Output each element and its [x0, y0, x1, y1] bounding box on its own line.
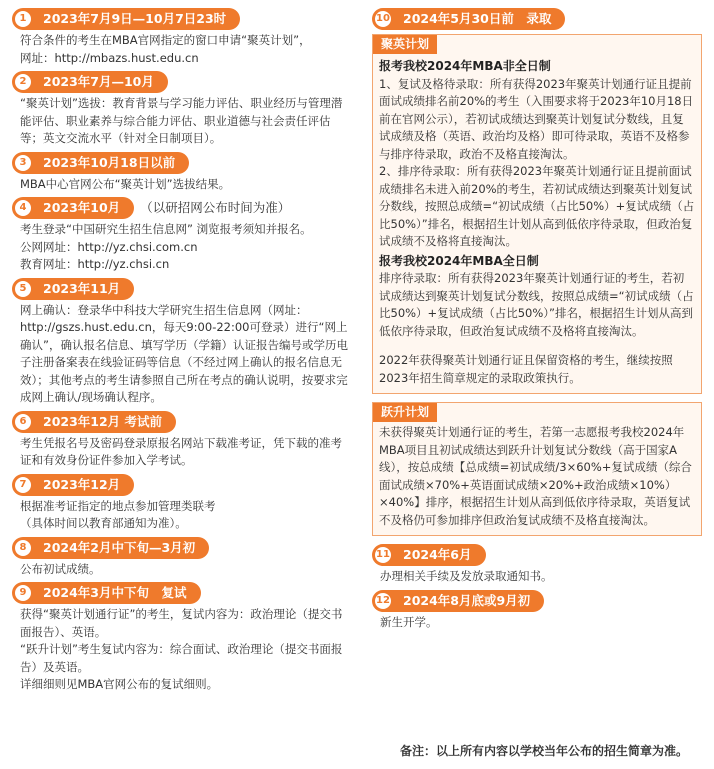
step-4-number: 4 [15, 200, 31, 216]
step-2-title: 2023年7月—10月 [43, 74, 154, 90]
step-5-number: 5 [15, 281, 31, 297]
juying-plan-tag: 聚英计划 [373, 35, 437, 54]
step-7-title: 2023年12月 [43, 476, 121, 492]
step-12-line: 新生开学。 [380, 614, 438, 629]
step-11 [372, 544, 702, 586]
step-11-title: 2024年6月 [403, 547, 472, 563]
step-6-line-1: 考生凭报名号及密码登录原报名网站下载准考证，凭下载的准考证和有效身份证件参加入学考试。 [20, 435, 342, 467]
step-10-number: 10 [375, 11, 391, 27]
step-4-pill [12, 197, 134, 219]
step-10-pill [372, 8, 565, 30]
step-1-pill [12, 8, 240, 30]
step-8-line-1: 公布初试成绩。 [20, 561, 101, 576]
step-1-url: 网址：http://mbazs.hust.edu.cn [20, 50, 199, 65]
step-10 [372, 8, 702, 30]
yuesheng-plan-tag: 跃升计划 [373, 403, 437, 422]
step-9-line-1: 获得“聚英计划通行证”的考生，复试内容为：政治理论（提交书面报告）、英语。 [20, 607, 343, 639]
step-3 [12, 152, 352, 194]
juying-full-time-heading: 报考我校2024年MBA全日制 [379, 253, 539, 268]
juying-plan-box [372, 34, 702, 394]
juying-part-time-heading: 报考我校2024年MBA非全日制 [379, 59, 551, 73]
step-7-line-2: （具体时间以教育部通知为准）。 [20, 516, 187, 530]
step-4-note: （以研招网公布时间为准） [140, 200, 291, 216]
step-11-line: 办理相关手续及发放录取通知书。 [380, 569, 553, 583]
step-9 [12, 582, 352, 694]
step-3-line-1: MBA中心官网公布“聚英计划”选拔结果。 [20, 176, 231, 191]
right-column [372, 8, 702, 635]
step-5-pill [12, 278, 134, 300]
step-12-pill [372, 590, 544, 612]
step-7-line-1: 根据准考证指定的地点参加管理类联考 [20, 498, 216, 513]
juying-rule-2022: 2022年获得聚英计划通行证且保留资格的考生，继续按照2023年招生简章规定的录取政策执行。 [379, 353, 673, 385]
step-2-line-1: “聚英计划”选拔：教育背景与学习能力评估、职业经历与管理潜能评估、职业素养与综合能力评估、职业道德与社会责任评估等；英文交流水平（针对全日制项目）。 [20, 96, 343, 145]
step-9-line-2: “跃升计划”考生复试内容为：综合面试、政治理论（提交书面报告）及英语。 [20, 642, 343, 674]
step-4-line-1: 考生登录“中国研究生招生信息网” 浏览报考须知并报名。 [20, 222, 312, 236]
step-9-title: 2024年3月中下旬 复试 [43, 585, 187, 601]
step-12 [372, 590, 702, 632]
left-column [12, 8, 352, 698]
step-2-pill [12, 71, 168, 93]
step-7 [12, 474, 352, 533]
step-6 [12, 411, 352, 470]
step-6-title: 2023年12月 考试前 [43, 413, 163, 429]
step-4 [12, 197, 352, 274]
juying-rule-2: 2、排序待录取：所有获得2023年聚英计划通行证且提前面试成绩排名未进入前20%的考生，若初试成绩达到聚英计划复试分数线，按照总成绩=“初试成绩（占比50%）+复试成绩（占比50%）”排名，根据招生计划从高到低依序待录取，但政治复试成绩不及格将直接淘汰。 [379, 164, 695, 248]
step-8-pill [12, 537, 209, 559]
step-8 [12, 537, 352, 579]
step-7-number: 7 [15, 477, 31, 493]
step-2 [12, 71, 352, 148]
step-2-number: 2 [15, 74, 31, 90]
step-5-title: 2023年11月 [43, 280, 121, 296]
step-4-edu-url: 教育网址：http://yz.chsi.cn [20, 257, 170, 271]
step-9-pill [12, 582, 201, 604]
step-4-title: 2023年10月 [43, 200, 121, 216]
step-8-title: 2024年2月中下旬—3月初 [43, 539, 196, 555]
juying-rule-1: 1、复试及格待录取：所有获得2023年聚英计划通行证且提前面试成绩排名前20%的考生（入围要求将于2023年10月18日前在官网公示），若初试成绩达到聚英计划复试分数线，且复试成绩及格（英语、政治均及格）即可待录取，英语不及格参与排序待录取，政治不及格直接淘汰。 [379, 76, 694, 161]
step-3-title: 2023年10月18日以前 [43, 154, 176, 170]
yuesheng-rule: 未获得聚英计划通行证的考生，若第一志愿报考我校2024年MBA项目且初试成绩达到跃升计划复试分数线（高于国家A线），按总成绩【总成绩=初试成绩/3×60%+复试成绩（综合面试成绩×70%+英语面试成绩×20%+政治成绩×10%）×40%】排序，根据招生计划从高到低依序待录取，英语复试不及格仍可参加排序但政治复试成绩不及格直接淘汰。 [379, 425, 692, 527]
step-8-number: 8 [15, 540, 31, 556]
step-10-title: 2024年5月30日前 录取 [403, 11, 552, 27]
step-1-title: 2023年7月9日—10月7日23时 [43, 11, 227, 27]
step-3-number: 3 [15, 155, 31, 171]
step-12-number: 12 [375, 593, 391, 609]
step-4-public-url: 公网网址：http://yz.chsi.com.cn [20, 239, 198, 254]
footnote: 备注：以上所有内容以学校当年公布的招生简章为准。 [400, 744, 689, 758]
step-5-line-1: 网上确认：登录华中科技大学研究生招生信息网（网址：http://gszs.hust.edu.cn，每天9:00-22:00可登录）进行“网上确认”，确认报名信息、填写学历（学籍）认证报告编号或学历电子注册备案表在线验证码等信息（不经过网上确认的报名信息无效）；其他考点的考生请参照自己所在考点的确认说明，按要求完成网上确认/现场确认程序。 [20, 302, 348, 404]
step-7-pill [12, 474, 134, 496]
step-5 [12, 278, 352, 407]
step-3-pill [12, 152, 189, 174]
step-1 [12, 8, 352, 67]
step-6-number: 6 [15, 414, 31, 430]
step-1-line-1: 符合条件的考生在MBA官网指定的窗口申请“聚英计划”， [20, 33, 311, 47]
step-6-pill [12, 411, 176, 433]
juying-rule-3: 排序待录取：所有获得2023年聚英计划通行证的考生，若初试成绩达到聚英计划复试分数线，按照总成绩=“初试成绩（占比50%）+复试成绩（占比50%）”排名，根据招生计划从高到低依序待录取，但政治复试成绩不及格将直接淘汰。 [379, 271, 694, 338]
yuesheng-plan-box [372, 402, 702, 536]
step-9-number: 9 [15, 585, 31, 601]
step-9-line-3: 详细细则见MBA官网公布的复试细则。 [20, 677, 219, 691]
step-12-title: 2024年8月底或9月初 [403, 592, 531, 608]
step-11-pill [372, 544, 486, 566]
step-11-number: 11 [375, 547, 391, 563]
step-1-number: 1 [15, 11, 31, 27]
